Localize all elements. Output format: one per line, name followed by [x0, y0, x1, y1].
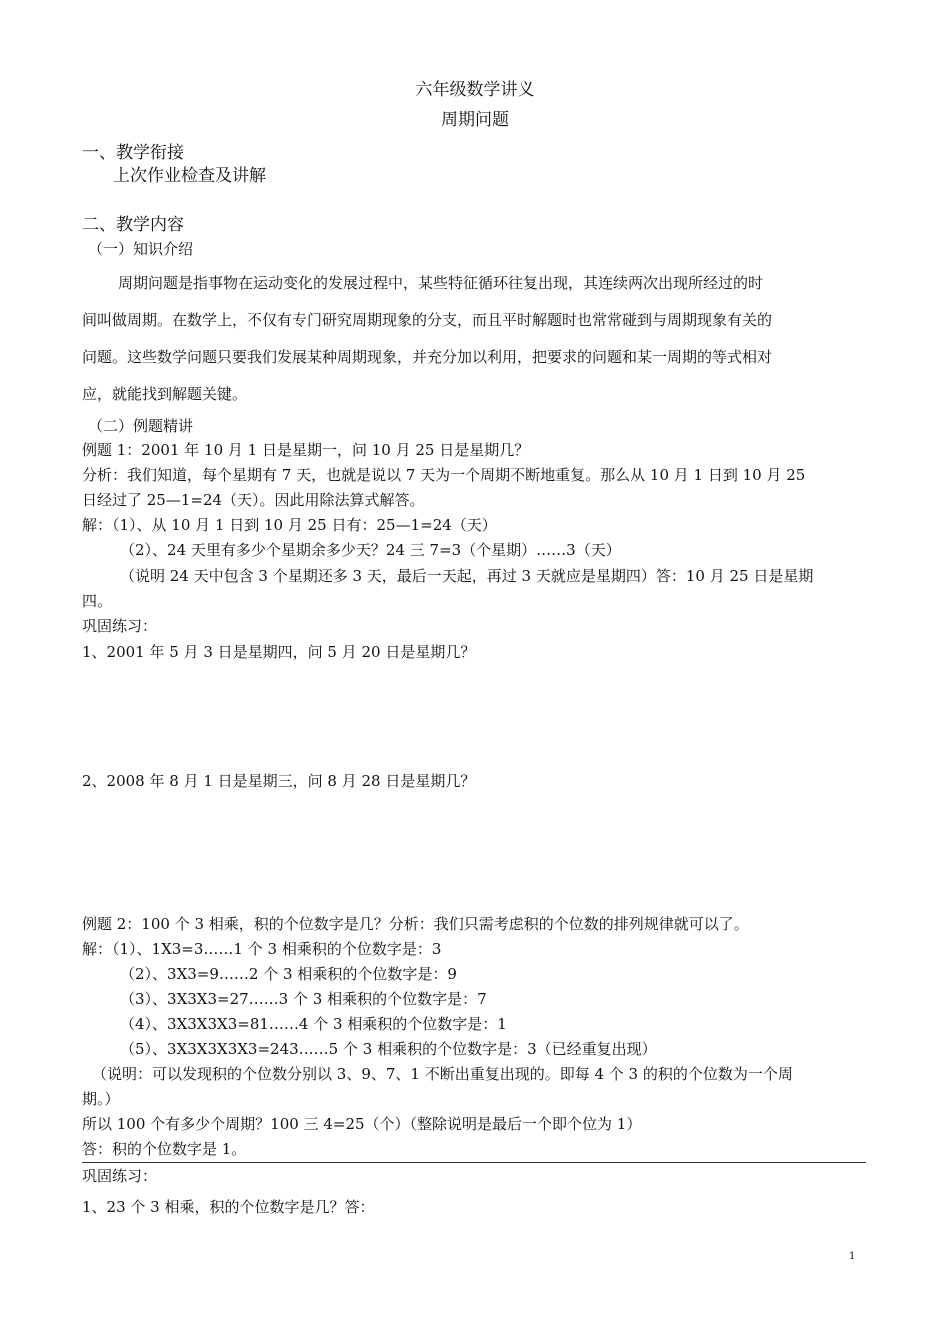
section-heading-1: 一、教学衔接	[82, 143, 184, 163]
example-2-step-5: （5）、3X3X3X3X3=243……5 个 3 相乘积的个位数字是：3（已经重复出现）	[120, 1040, 657, 1058]
example-2-step-3: （3）、3X3X3=27……3 个 3 相乘积的个位数字是：7	[120, 990, 487, 1008]
example-2-answer: 答：积的个位数字是 1。	[82, 1140, 247, 1158]
page-subtitle: 周期问题	[441, 110, 509, 130]
example-1-question: 例题 1：2001 年 10 月 1 日是星期一，问 10 月 25 日是星期几？	[82, 441, 530, 459]
page-title: 六年级数学讲义	[415, 80, 535, 100]
practice-1-heading: 巩固练习：	[82, 617, 158, 635]
example-1-analysis-1: 分析：我们知道，每个星期有 7 天，也就是说以 7 天为一个周期不断地重复。那么从 10 月 1 日到 10 月 25	[82, 466, 806, 484]
section-1-item: 上次作业检查及讲解	[113, 166, 266, 186]
intro-line-4: 应，就能找到解题关键。	[82, 385, 248, 403]
section-heading-2: 二、教学内容	[82, 215, 184, 235]
subsection-knowledge: （一）知识介绍	[88, 240, 194, 258]
example-2-step-1: 解：（1）、1X3=3……1 个 3 相乘积的个位数字是：3	[82, 940, 442, 958]
intro-line-1: 周期问题是指事物在运动变化的发展过程中，某些特征循环往复出现，其连续两次出现所经过的时	[118, 274, 764, 292]
example-2-note-1: （说明：可以发现积的个位数分别以 3、9、7、1 不断出重复出现的。即每 4 个 3 的积的个位数为一个周	[92, 1065, 793, 1083]
example-2-question: 例题 2：100 个 3 相乘，积的个位数字是几？分析：我们只需考虑积的个位数的排列规律就可以了。	[82, 915, 749, 933]
example-2-step-2: （2）、3X3=9……2 个 3 相乘积的个位数字是：9	[120, 965, 457, 983]
page-number: 1	[849, 1251, 856, 1262]
divider-line	[82, 1162, 866, 1163]
example-2-note-2: 期。）	[82, 1090, 120, 1108]
intro-line-3: 问题。这些数学问题只要我们发展某种周期现象，并充分加以利用，把要求的问题和某一周期的等式相对	[82, 348, 773, 366]
practice-1-question-2: 2、2008 年 8 月 1 日是星期三，问 8 月 28 日是星期几？	[82, 772, 476, 790]
example-1-solution-3: （说明 24 天中包含 3 个星期还多 3 天，最后一天起，再过 3 天就应是星期四）答：10 月 25 日是星期	[120, 567, 814, 585]
example-1-solution-1: 解：（1）、从 10 月 1 日到 10 月 25 日有：25—1=24（天）	[82, 516, 497, 534]
intro-line-2: 间叫做周期。在数学上，不仅有专门研究周期现象的分支，而且平时解题时也常常碰到与周期现象有关的	[82, 311, 773, 329]
practice-2-question-1: 1、23 个 3 相乘，积的个位数字是几？答：	[82, 1198, 375, 1216]
example-1-solution-4: 四。	[82, 592, 113, 610]
practice-2-heading: 巩固练习：	[82, 1167, 158, 1185]
example-1-solution-2: （2）、24 天里有多少个星期余多少天？24 三 7=3（个星期）……3（天）	[120, 541, 621, 559]
example-2-step-4: （4）、3X3X3X3=81……4 个 3 相乘积的个位数字是：1	[120, 1015, 507, 1033]
subsection-examples: （二）例题精讲	[88, 417, 194, 435]
practice-1-question-1: 1、2001 年 5 月 3 日是星期四，问 5 月 20 日是星期几？	[82, 643, 476, 661]
example-1-analysis-2: 日经过了 25—1=24（天）。因此用除法算式解答。	[82, 491, 425, 509]
example-2-calculation: 所以 100 个有多少个周期？100 三 4=25（个）（整除说明是最后一个即个位为 1）	[82, 1115, 642, 1133]
